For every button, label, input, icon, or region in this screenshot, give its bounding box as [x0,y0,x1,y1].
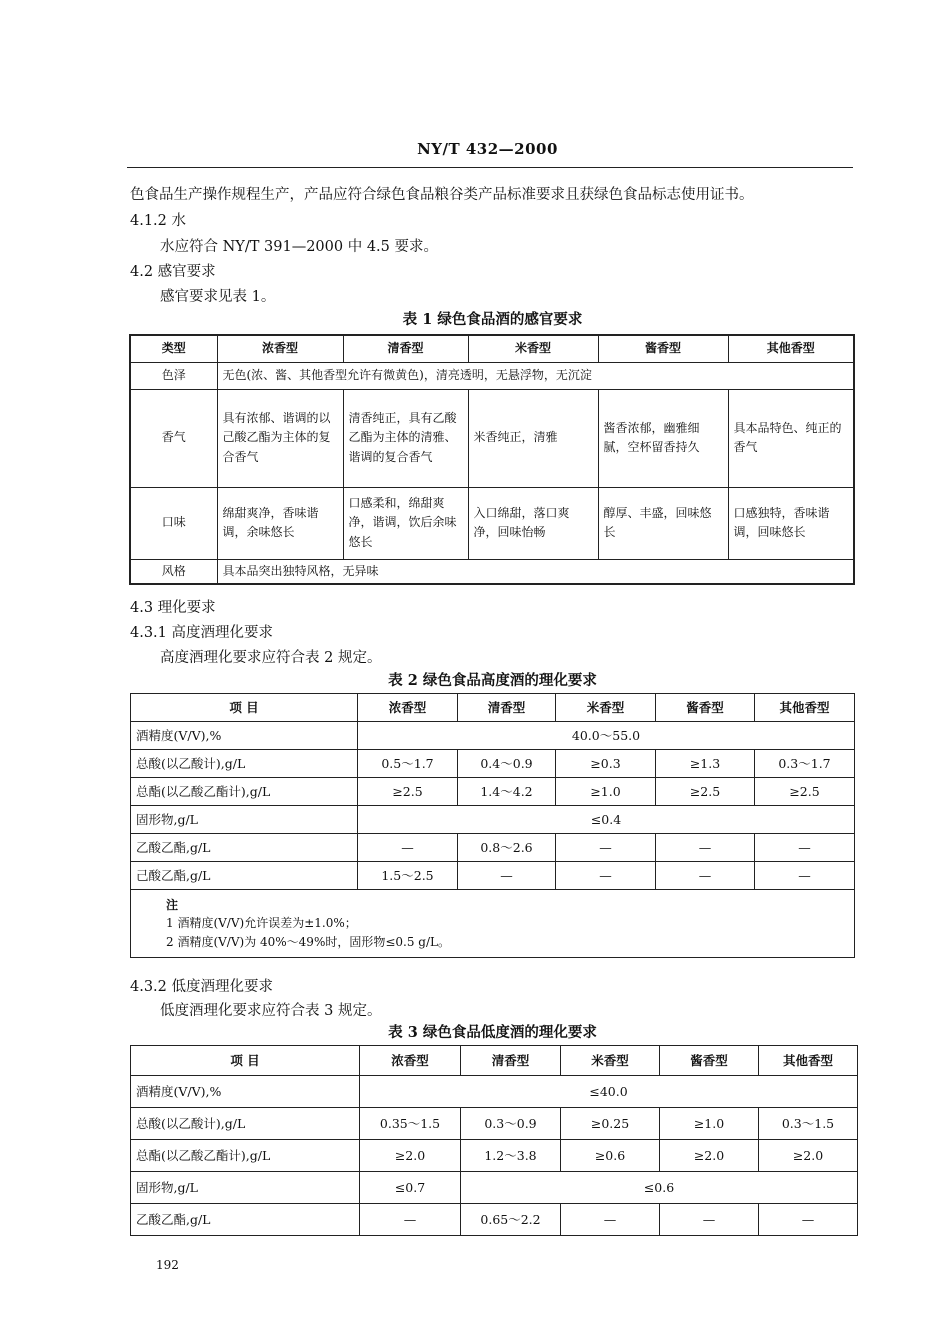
table-cell: 0.3～1.5 [759,1108,858,1140]
table-cell: — [755,862,855,890]
table1-caption: 表 1 绿色食品酒的感官要求 [402,311,583,328]
table-cell: ≥2.5 [358,778,458,806]
row-label: 总酸(以乙酸计),g/L [131,750,358,778]
table-cell: 醇厚、丰盛，回味悠长 [598,487,728,559]
table-cell: 0.8～2.6 [458,834,556,862]
table2-header-light: 清香型 [458,694,556,722]
table-cell: — [360,1204,461,1236]
table-cell: — [656,834,755,862]
table2-notes [131,890,855,958]
table-cell: 具本品特色、纯正的香气 [728,389,854,487]
table-cell: 口感独特，香味谐调，回味悠长 [728,487,854,559]
section-4-2-text: 感官要求见表 1。 [160,289,276,305]
table3-header-light: 清香型 [461,1046,561,1076]
section-4-1-2-text: 水应符合 NY/T 391—2000 中 4.5 要求。 [160,239,438,255]
table-cell: ≥2.5 [755,778,855,806]
table-cell: ≥1.3 [656,750,755,778]
table-cell: 0.3～1.7 [755,750,855,778]
row-label: 总酯(以乙酸乙酯计),g/L [131,778,358,806]
table-cell: 1.4～4.2 [458,778,556,806]
row-label: 固形物,g/L [131,1172,360,1204]
section-4-3-1-text: 高度酒理化要求应符合表 2 规定。 [160,650,382,666]
table1-header-sauce: 酱香型 [598,335,728,362]
table-cell: ≥1.0 [660,1108,759,1140]
row-label: 乙酸乙酯,g/L [131,834,358,862]
section-4-2-title: 4.2 感官要求 [130,264,216,280]
table-cell: 具有浓郁、谐调的以己酸乙酯为主体的复合香气 [217,389,343,487]
table-cell: 40.0～55.0 [358,722,855,750]
table-cell: 0.3～0.9 [461,1108,561,1140]
row-label: 己酸乙酯,g/L [131,862,358,890]
table-cell: — [755,834,855,862]
table-cell: ≤0.4 [358,806,855,834]
table2-header-sauce: 酱香型 [656,694,755,722]
section-4-3-2-title: 4.3.2 低度酒理化要求 [130,979,274,995]
table-cell: — [556,862,656,890]
note-1: 1 酒精度(V/V)允许误差为±1.0%； [166,916,357,931]
high-alcohol-table [130,693,855,958]
notes-title: 注 [166,897,179,912]
row-label: 风格 [130,559,217,584]
section-4-3-1-title: 4.3.1 高度酒理化要求 [130,625,274,641]
table-cell: 绵甜爽净，香味谐调，余味悠长 [217,487,343,559]
row-label: 酒精度(V/V),% [131,722,358,750]
table-cell: — [458,862,556,890]
table-cell: 0.5～1.7 [358,750,458,778]
table-cell: 0.4～0.9 [458,750,556,778]
table-cell: — [358,834,458,862]
table-cell: ≤40.0 [360,1076,858,1108]
row-label: 口味 [130,487,217,559]
row-label: 总酸(以乙酸计),g/L [131,1108,360,1140]
table-cell: 具本品突出独特风格，无异味 [217,559,854,584]
table-cell: 米香纯正，清雅 [468,389,598,487]
table-cell: ≤0.7 [360,1172,461,1204]
table-cell: — [660,1204,759,1236]
page-number: 192 [156,1258,179,1272]
table3-header-item: 项 目 [131,1046,360,1076]
row-label: 乙酸乙酯,g/L [131,1204,360,1236]
table1-header-type: 类型 [130,335,217,362]
table-cell: ≤0.6 [461,1172,858,1204]
table3-header-rice: 米香型 [561,1046,660,1076]
table1-header-light: 清香型 [343,335,468,362]
row-label: 香气 [130,389,217,487]
table2-header-rice: 米香型 [556,694,656,722]
table-cell: 1.5～2.5 [358,862,458,890]
table3-header-other: 其他香型 [759,1046,858,1076]
section-4-1-2-title: 4.1.2 水 [130,213,187,229]
table3-header-sauce: 酱香型 [660,1046,759,1076]
table3-caption: 表 3 绿色食品低度酒的理化要求 [388,1024,597,1041]
table-cell: 口感柔和，绵甜爽净，谐调，饮后余味悠长 [343,487,468,559]
row-label: 总酯(以乙酸乙酯计),g/L [131,1140,360,1172]
table-cell: 无色(浓、酱、其他香型允许有微黄色)，清亮透明，无悬浮物，无沉淀 [217,362,854,389]
sensory-table [129,334,855,585]
table-cell: — [561,1204,660,1236]
table-cell: ≥1.0 [556,778,656,806]
table-cell: 0.35～1.5 [360,1108,461,1140]
table2-caption: 表 2 绿色食品高度酒的理化要求 [388,672,597,689]
row-label: 色泽 [130,362,217,389]
table-cell: ≥2.0 [660,1140,759,1172]
table-cell: 1.2～3.8 [461,1140,561,1172]
table-cell: — [759,1204,858,1236]
table3-header-strong: 浓香型 [360,1046,461,1076]
document-header: NY/T 432—2000 [417,140,558,158]
section-4-3-title: 4.3 理化要求 [130,600,216,616]
table2-header-item: 项 目 [131,694,358,722]
low-alcohol-table [130,1045,858,1236]
table-cell: ≥2.0 [759,1140,858,1172]
intro-paragraph: 色食品生产操作规程生产，产品应符合绿色食品粮谷类产品标准要求且获绿色食品标志使用证书。 [130,187,754,203]
section-4-3-2-text: 低度酒理化要求应符合表 3 规定。 [160,1003,382,1019]
table1-header-strong: 浓香型 [217,335,343,362]
table-cell: 0.65～2.2 [461,1204,561,1236]
header-rule [127,167,853,168]
table-cell: — [556,834,656,862]
table1-header-other: 其他香型 [728,335,854,362]
table-cell: ≥2.0 [360,1140,461,1172]
table-cell: ≥2.5 [656,778,755,806]
table1-header-rice: 米香型 [468,335,598,362]
table2-header-other: 其他香型 [755,694,855,722]
note-2: 2 酒精度(V/V)为 40%～49%时，固形物≤0.5 g/L。 [166,934,450,949]
table2-header-strong: 浓香型 [358,694,458,722]
table-cell: 酱香浓郁，幽雅细腻，空杯留香持久 [598,389,728,487]
row-label: 酒精度(V/V),% [131,1076,360,1108]
table-cell: ≥0.6 [561,1140,660,1172]
table-cell: 入口绵甜，落口爽净，回味怡畅 [468,487,598,559]
row-label: 固形物,g/L [131,806,358,834]
table-cell: — [656,862,755,890]
table-cell: 清香纯正，具有乙酸乙酯为主体的清雅、谐调的复合香气 [343,389,468,487]
table-cell: ≥0.25 [561,1108,660,1140]
table-cell: ≥0.3 [556,750,656,778]
